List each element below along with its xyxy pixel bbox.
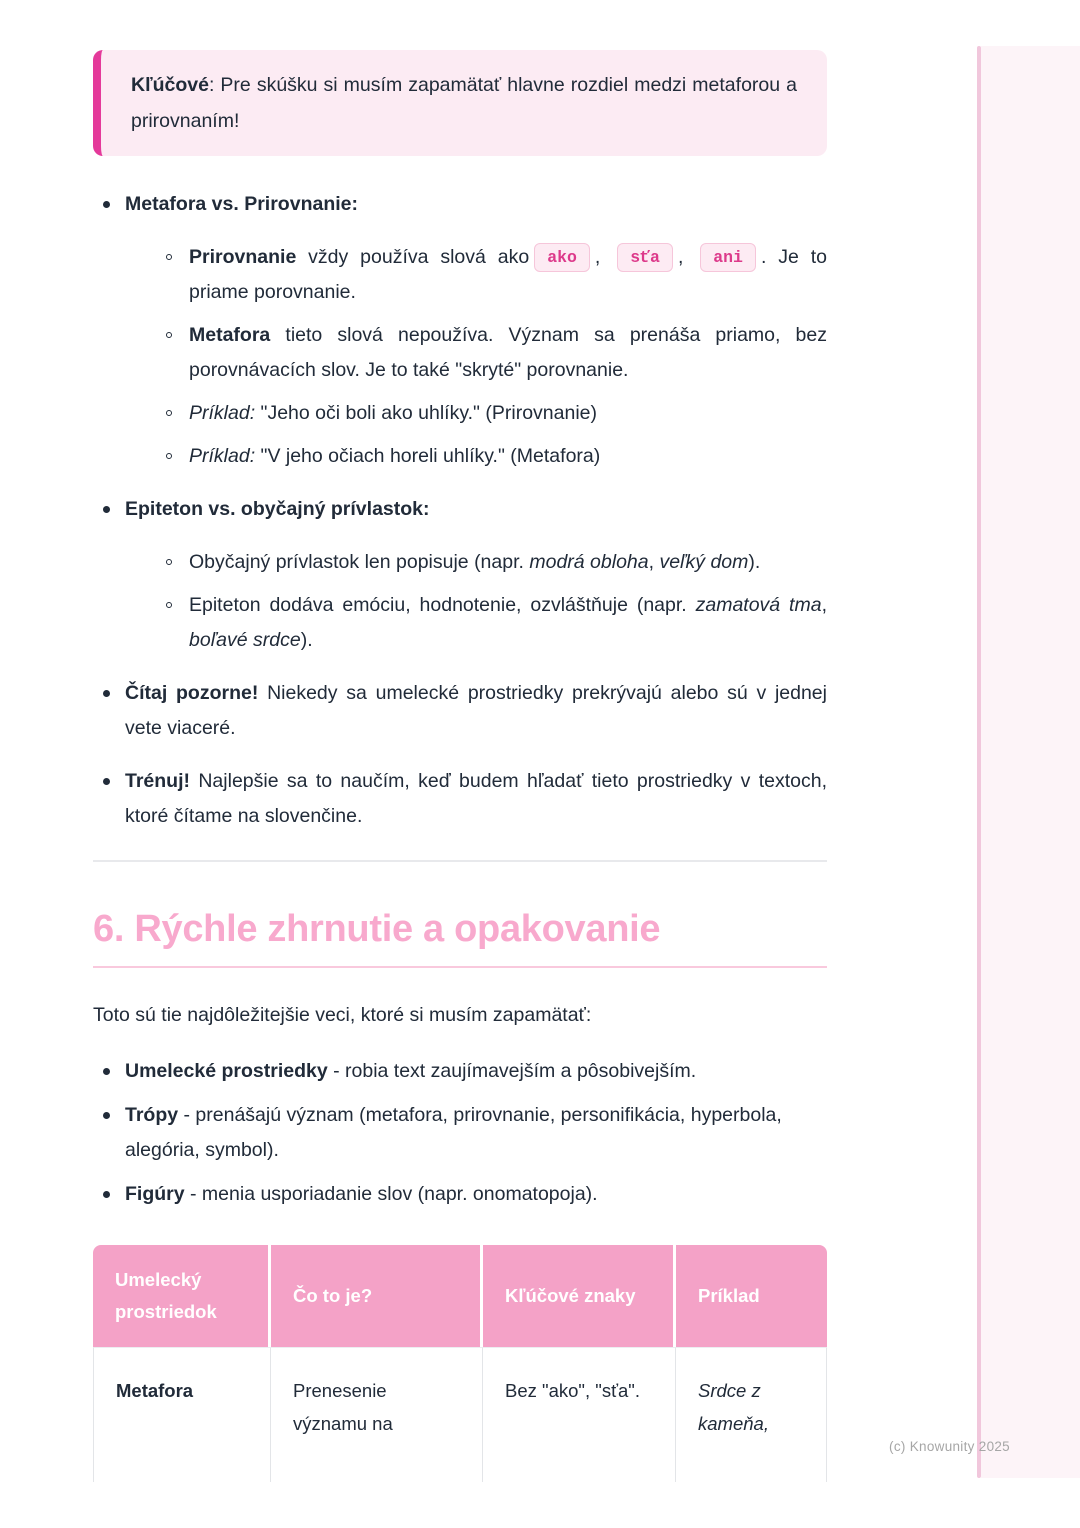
list-item-text: Čítaj pozorne! Niekedy sa umelecké prostriedky prekrývajú alebo sú v jednej vete viaceré. — [125, 682, 827, 739]
sub-item-text: Príklad: "Jeho oči boli ako uhlíky." (Prirovnanie) — [189, 402, 597, 424]
cell-priklad: Srdce z kameňa, — [676, 1347, 827, 1482]
col-header-co-to-je: Čo to je? — [271, 1245, 483, 1347]
key-callout-text: Kľúčové: Pre skúšku si musím zapamätať hlavne rozdiel medzi metaforou a prirovnaním! — [131, 74, 797, 132]
bullet-dot-icon — [103, 1191, 110, 1198]
bullet-dot-icon — [103, 1112, 110, 1119]
list-item-citaj-pozorne — [93, 676, 827, 746]
summary-item-text: Figúry - menia usporiadanie slov (napr. onomatopoja). — [125, 1183, 598, 1205]
summary-item-text: Trópy - prenášajú význam (metafora, prirovnanie, personifikácia, hyperbola, alegória, symbol). — [125, 1104, 782, 1161]
page-edge-accent-line — [977, 46, 981, 1478]
bullet-circle-icon — [166, 602, 172, 608]
section-divider — [93, 860, 827, 862]
bullet-dot-icon — [103, 1068, 110, 1075]
bullet-dot-icon — [103, 778, 110, 785]
sub-item-text: Prirovnanie vždy používa slová ako ako , sťa , ani . Je to priame porovnanie. — [189, 240, 827, 310]
col-header-priklad: Príklad — [676, 1245, 827, 1347]
sub-item-priklad-metafora — [157, 439, 827, 474]
sub-item-text: Príklad: "V jeho očiach horeli uhlíky." (Metafora) — [189, 445, 601, 467]
summary-item-figury — [93, 1177, 827, 1212]
section-heading: 6. Rýchle zhrnutie a opakovanie — [93, 906, 827, 968]
summary-table-wrap — [93, 1245, 827, 1482]
bullet-circle-icon — [166, 332, 172, 338]
bullet-circle-icon — [166, 559, 172, 565]
list-item-metafora-vs-prirovnanie — [93, 187, 827, 474]
bullet-circle-icon — [166, 254, 172, 260]
sub-item-priklad-prirovnanie — [157, 396, 827, 431]
table-row — [93, 1347, 827, 1482]
sub-item-text: Obyčajný prívlastok len popisuje (napr. modrá obloha, veľký dom). — [189, 551, 761, 573]
table-header-row — [93, 1245, 827, 1347]
sub-item-obycajny-privlastok — [157, 545, 827, 580]
document-page — [93, 0, 827, 1482]
col-header-klucove-znaky: Kľúčové znaky — [483, 1245, 676, 1347]
list-item-title: Epiteton vs. obyčajný prívlastok: — [125, 498, 430, 520]
bullet-dot-icon — [103, 201, 110, 208]
list-item-trenuj — [93, 764, 827, 834]
notes-list — [93, 187, 827, 834]
bullet-circle-icon — [166, 453, 172, 459]
summary-item-umelecke-prostriedky — [93, 1054, 827, 1089]
sub-item-text: Metafora tieto slová nepoužíva. Význam sa prenáša priamo, bez porovnávacích slov. Je to také "skryté" porovnanie. — [189, 324, 827, 381]
list-item-title: Metafora vs. Prirovnanie: — [125, 193, 358, 215]
cell-umelecky-prostriedok: Metafora — [93, 1347, 271, 1482]
bullet-circle-icon — [166, 410, 172, 416]
key-callout — [93, 50, 827, 156]
col-header-umelecky-prostriedok: Umelecký prostriedok — [93, 1245, 271, 1347]
sub-item-epiteton — [157, 588, 827, 658]
summary-table — [93, 1245, 827, 1482]
intro-paragraph: Toto sú tie najdôležitejšie veci, ktoré si musím zapamätať: — [93, 1004, 592, 1026]
summary-item-tropy — [93, 1098, 827, 1168]
summary-table-header — [93, 1245, 827, 1347]
sub-item-prirovnanie — [157, 240, 827, 310]
sub-list — [157, 545, 827, 658]
summary-list — [93, 1054, 827, 1212]
sub-item-text: Epiteton dodáva emóciu, hodnotenie, ozvláštňuje (napr. zamatová tma, boľavé srdce). — [189, 594, 827, 651]
summary-table-body — [93, 1347, 827, 1482]
sub-list — [157, 240, 827, 474]
list-item-text: Trénuj! Najlepšie sa to naučím, keď budem hľadať tieto prostriedky v textoch, ktoré čítame na slovenčine. — [125, 770, 827, 827]
sub-item-metafora — [157, 318, 827, 388]
cell-co-to-je: Prenesenie významu na — [271, 1347, 483, 1482]
bullet-dot-icon — [103, 506, 110, 513]
list-item-epiteton-vs-privlastok — [93, 492, 827, 658]
bullet-dot-icon — [103, 690, 110, 697]
watermark: (c) Knowunity 2025 — [889, 1439, 1010, 1454]
summary-item-text: Umelecké prostriedky - robia text zaujímavejším a pôsobivejším. — [125, 1060, 697, 1082]
cell-klucove-znaky: Bez "ako", "sťa". — [483, 1347, 676, 1482]
page-edge-panel — [981, 46, 1080, 1478]
